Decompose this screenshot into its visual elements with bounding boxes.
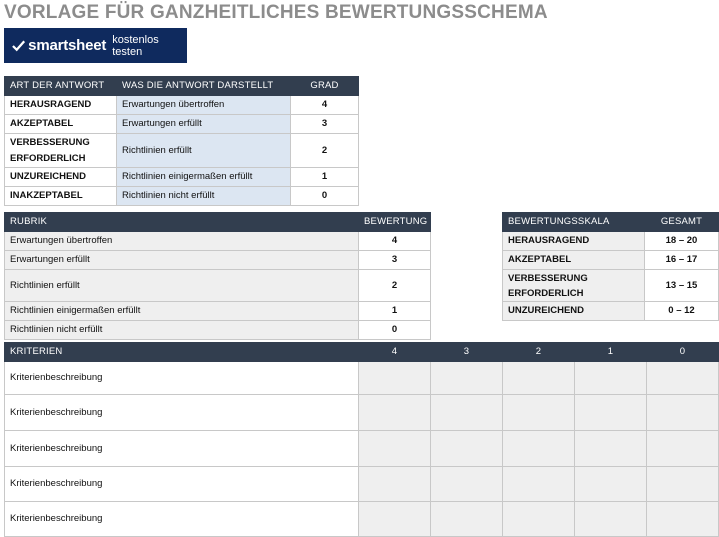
- answer-type[interactable]: AKZEPTABEL: [5, 115, 117, 134]
- criteria-cell[interactable]: [647, 502, 719, 537]
- criteria-cell[interactable]: [431, 467, 503, 502]
- col-header-total: GESAMT: [645, 213, 719, 232]
- scale-range[interactable]: 18 – 20: [645, 232, 719, 251]
- rubric-table: [4, 212, 431, 340]
- table-row: [503, 302, 719, 321]
- criteria-cell[interactable]: [359, 362, 431, 395]
- answer-meaning[interactable]: Richtlinien nicht erfüllt: [117, 187, 291, 206]
- table-row: [5, 502, 719, 537]
- rubric-score[interactable]: 1: [359, 302, 431, 321]
- criteria-cell[interactable]: [431, 502, 503, 537]
- col-header-rubric: RUBRIK: [5, 213, 359, 232]
- table-row: [503, 251, 719, 270]
- col-header-answer-type: ART DER ANTWORT: [5, 77, 117, 96]
- table-row: [5, 321, 431, 340]
- col-header-score-2: 2: [503, 343, 575, 362]
- criteria-cell[interactable]: [359, 431, 431, 467]
- table-row: [5, 134, 359, 168]
- table-row: [5, 96, 359, 115]
- col-header-score-1: 1: [575, 343, 647, 362]
- answer-type[interactable]: [5, 134, 117, 168]
- criteria-cell[interactable]: [647, 395, 719, 431]
- col-header-answer-meaning: WAS DIE ANTWORT DARSTELLT: [117, 77, 291, 96]
- scale-label-line: VERBESSERUNG: [508, 272, 588, 284]
- criteria-cell[interactable]: [431, 395, 503, 431]
- table-row: [5, 431, 719, 467]
- scale-label[interactable]: UNZUREICHEND: [503, 302, 645, 321]
- criteria-cell[interactable]: [359, 467, 431, 502]
- table-row: [5, 168, 359, 187]
- col-header-score-0: 0: [647, 343, 719, 362]
- answer-meaning[interactable]: Erwartungen übertroffen: [117, 96, 291, 115]
- answer-type-line: VERBESSERUNG: [10, 136, 90, 148]
- criteria-cell[interactable]: [575, 502, 647, 537]
- table-row: [5, 115, 359, 134]
- col-header-grade: GRAD: [291, 77, 359, 96]
- criteria-cell[interactable]: [503, 395, 575, 431]
- criteria-cell[interactable]: [503, 467, 575, 502]
- criteria-cell[interactable]: [647, 467, 719, 502]
- criteria-cell[interactable]: [503, 431, 575, 467]
- criteria-cell[interactable]: [575, 431, 647, 467]
- criteria-description[interactable]: Kriterienbeschreibung: [5, 502, 359, 537]
- col-header-score-3: 3: [431, 343, 503, 362]
- grade-value[interactable]: 3: [291, 115, 359, 134]
- criteria-description[interactable]: Kriterienbeschreibung: [5, 431, 359, 467]
- scale-label[interactable]: HERAUSRAGEND: [503, 232, 645, 251]
- criteria-cell[interactable]: [503, 362, 575, 395]
- answer-types-table: [4, 76, 359, 206]
- table-row: [5, 251, 431, 270]
- col-header-score-4: 4: [359, 343, 431, 362]
- criteria-cell[interactable]: [647, 431, 719, 467]
- answer-meaning[interactable]: Erwartungen erfüllt: [117, 115, 291, 134]
- col-header-criteria: KRITERIEN: [5, 343, 359, 362]
- criteria-cell[interactable]: [575, 362, 647, 395]
- grade-value[interactable]: 0: [291, 187, 359, 206]
- free-trial-link[interactable]: kostenlos testen: [112, 33, 159, 58]
- scale-range[interactable]: 13 – 15: [645, 270, 719, 302]
- table-row: [5, 302, 431, 321]
- table-row: [503, 270, 719, 302]
- grade-value[interactable]: 2: [291, 134, 359, 168]
- rubric-score[interactable]: 3: [359, 251, 431, 270]
- scale-label-line: ERFORDERLICH: [508, 287, 584, 299]
- rubric-label[interactable]: Erwartungen übertroffen: [5, 232, 359, 251]
- table-row: [503, 232, 719, 251]
- answer-type-line: ERFORDERLICH: [10, 152, 86, 164]
- scale-range[interactable]: 0 – 12: [645, 302, 719, 321]
- scale-label[interactable]: AKZEPTABEL: [503, 251, 645, 270]
- brand-name: smartsheet: [28, 37, 107, 54]
- criteria-description[interactable]: Kriterienbeschreibung: [5, 362, 359, 395]
- criteria-cell[interactable]: [647, 362, 719, 395]
- rubric-label[interactable]: Erwartungen erfüllt: [5, 251, 359, 270]
- criteria-cell[interactable]: [503, 502, 575, 537]
- col-header-score: BEWERTUNG: [359, 213, 431, 232]
- answer-meaning[interactable]: Richtlinien einigermaßen erfüllt: [117, 168, 291, 187]
- rubric-label[interactable]: Richtlinien erfüllt: [5, 270, 359, 302]
- col-header-rating-scale: BEWERTUNGSSKALA: [503, 213, 645, 232]
- criteria-description[interactable]: Kriterienbeschreibung: [5, 395, 359, 431]
- rubric-score[interactable]: 4: [359, 232, 431, 251]
- table-row: [5, 362, 719, 395]
- criteria-cell[interactable]: [431, 362, 503, 395]
- answer-type[interactable]: HERAUSRAGEND: [5, 96, 117, 115]
- rubric-label[interactable]: Richtlinien nicht erfüllt: [5, 321, 359, 340]
- table-row: [5, 467, 719, 502]
- smartsheet-banner-button[interactable]: [4, 28, 187, 63]
- answer-type[interactable]: UNZUREICHEND: [5, 168, 117, 187]
- criteria-cell[interactable]: [575, 467, 647, 502]
- rating-scale-table: [502, 212, 719, 321]
- check-icon: [12, 39, 25, 53]
- answer-type[interactable]: INAKZEPTABEL: [5, 187, 117, 206]
- scale-label[interactable]: [503, 270, 645, 302]
- criteria-cell[interactable]: [359, 502, 431, 537]
- table-row: [5, 395, 719, 431]
- grade-value[interactable]: 4: [291, 96, 359, 115]
- rubric-score[interactable]: 0: [359, 321, 431, 340]
- grade-value[interactable]: 1: [291, 168, 359, 187]
- criteria-table: [4, 342, 719, 537]
- table-row: [5, 270, 431, 302]
- scale-range[interactable]: 16 – 17: [645, 251, 719, 270]
- rubric-score[interactable]: 2: [359, 270, 431, 302]
- criteria-cell[interactable]: [431, 431, 503, 467]
- answer-meaning[interactable]: Richtlinien erfüllt: [117, 134, 291, 168]
- criteria-description[interactable]: Kriterienbeschreibung: [5, 467, 359, 502]
- page-title: VORLAGE FÜR GANZHEITLICHES BEWERTUNGSSCHEMA: [4, 2, 548, 23]
- criteria-cell[interactable]: [359, 395, 431, 431]
- rubric-label[interactable]: Richtlinien einigermaßen erfüllt: [5, 302, 359, 321]
- table-row: [5, 187, 359, 206]
- table-row: [5, 232, 431, 251]
- criteria-cell[interactable]: [575, 395, 647, 431]
